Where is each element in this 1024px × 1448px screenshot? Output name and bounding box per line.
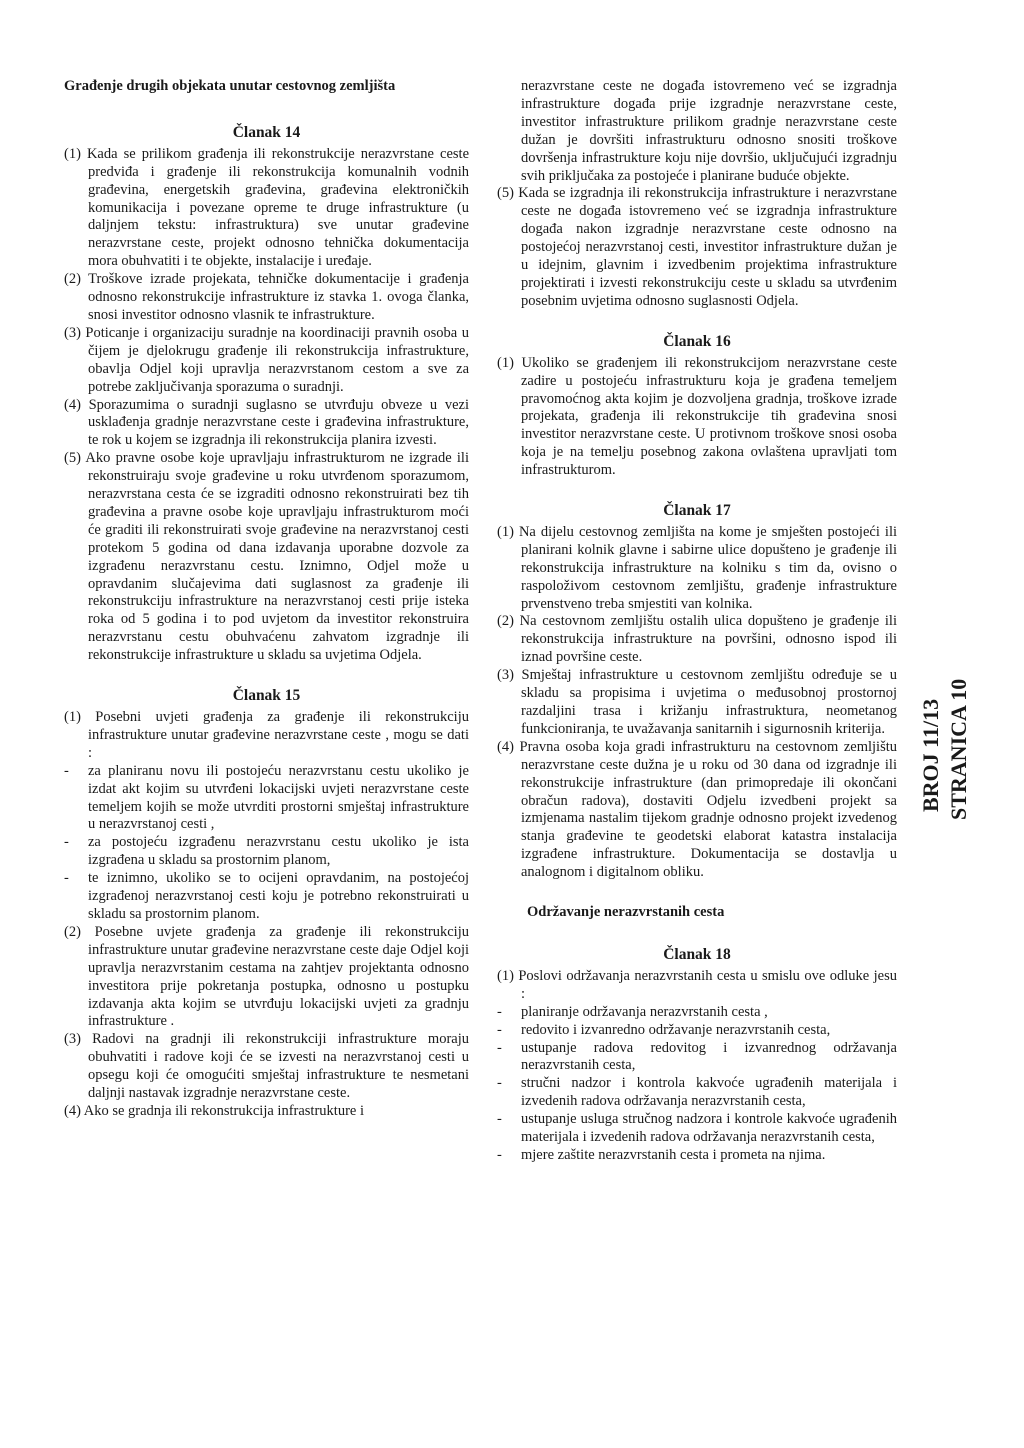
article-15-paragraph-2: (2) Posebne uvjete građenja za građenje ili rekonstrukciju infrastrukture unutar građevine nerazvrstane ceste daje Odjel koji upravlja nerazvrstanim cestama na zahtjev projektanta odnosno investitora prije pokretanja postupka, odnosno u postupku izdavanja akta kojim se utvrđuju lokacijski uvjeti za gradnju infrastrukture . [64,923,469,1030]
page-number: STRANICA 10 [946,678,971,820]
article-15-paragraph-1: (1) Posebni uvjeti građenja za građenje ili rekonstrukciju infrastrukture unutar građevine nerazvrstane ceste , mogu se dati : [64,709,469,761]
list-item [64,870,469,924]
bullet-dash: - [64,870,69,887]
list-item-text: za planiranu novu ili postojeću nerazvrstanu cestu ukoliko je izdat akt kojim su utvrđeni lokacijski uvjeti nerazvrstane ceste temeljem kojih se može utvrditi prostorni smještaj infrastrukture u nerazvrstanoj cesti , [88,762,469,833]
page-marker-svg [914,660,974,840]
article-14-paragraph-2: (2) Troškove izrade projekata, tehničke dokumentacije i građenja odnosno rekonstrukcije infrastrukture iz stavka 1. ovoga članka, snosi investitor odnosno vlasnik te infrastrukture. [64,271,469,323]
article-17-paragraph-1: (1) Na dijelu cestovnog zemljišta na kome je smješten postojeći ili planirani kolnik glavne i sabirne ulice dopušteno je građenje ili rekonstrukcija infrastrukture na kolniku s tim da, ovisno o raspoloživom cestovnom zemljištu, građenje infrastrukture prvenstveno treba smjestiti van kolnika. [497,523,897,612]
section-heading: Građenje drugih objekata unutar cestovnog zemljišta [64,78,396,94]
list-item-text: mjere zaštite nerazvrstanih cesta i prometa na njima. [521,1146,826,1163]
section-heading-maintenance: Održavanje nerazvrstanih cesta [527,904,725,921]
article-14-title: Članak 14 [232,123,301,141]
article-14-paragraph-1: (1) Kada se prilikom građenja ili rekonstrukcije nerazvrstane ceste predviđa i građenje ili rekonstrukcija komunalnih vodnih građevina, energetskih građevina, građevina elektroničkih komunikacija i povezane opreme te druge infrastrukture (u daljnjem tekstu: infrastruktura) sve unutar građevine nerazvrstane ceste, projekt odnosno tehnička dokumentacija mora obuhvatiti i te objekte, instalacije i uređaje. [64,145,469,270]
list-item-text: planiranje održavanja nerazvrstanih cesta , [521,1003,768,1020]
page-marker [914,660,974,840]
left-column [64,78,469,1121]
right-column [497,78,897,1165]
list-item [64,763,469,835]
list-item [497,1075,897,1111]
list-item [497,1111,897,1147]
article-15-continuation: nerazvrstane ceste ne događa istovremeno već se izgradnja infrastrukture događa prije izgradnje nerazvrstane ceste, investitor infrastrukture prilikom gradnje nerazvrstane ceste dužan je dovršiti infrastrukturu odnosno snositi troškove dovršenja infrastrukture koju nije dovršio, uključujući izgradnju svih priključaka za postojeće i planirane buduće objekte. [521,78,897,184]
bullet-dash: - [497,1111,502,1128]
bullet-dash: - [497,1146,502,1163]
article-17-title: Članak 17 [663,502,731,520]
bullet-dash: - [497,1075,502,1092]
bullet-dash: - [64,762,69,779]
bullet-dash: - [497,1039,502,1056]
list-item [497,1004,897,1022]
list-item [64,834,469,870]
list-item [497,1040,897,1076]
article-15-title: Članak 15 [232,687,301,705]
article-18-paragraph-1: (1) Poslovi održavanja nerazvrstanih cesta u smislu ove odluke jesu : [497,967,897,1002]
list-item-text: stručni nadzor i kontrola kakvoće ugrađenih materijala i izvedenih radova održavanja nerazvrstanih cesta, [521,1075,897,1110]
article-17-paragraph-3: (3) Smještaj infrastrukture u cestovnom zemljištu određuje se u skladu sa propisima i uvjetima o međusobnoj prostornoj razdaljini trasa i križanju infrastruktura, neometanog funkcioniranja, te uvažavanja sanitarnih i sigurnosnih kriterija. [497,667,897,737]
article-17-paragraph-4: (4) Pravna osoba koja gradi infrastrukturu na cestovnom zemljištu nerazvrstane ceste dužna je u roku od 30 dana od izgradnje ili rekonstrukcije infrastrukture (dan primopredaje ili okončani obračun radova), dostaviti Odjelu izvedbeni projekt sa izmjenama nastalim tijekom gradnje odnosno projekt izvedenog stanja građevine te geodetski elaborat katastra instalacija izgrađene infrastrukture. Dokumentacija se dostavlja u analognom i digitalnom obliku. [497,738,897,881]
issue-number: BROJ 11/13 [918,698,943,812]
list-item [497,1022,897,1040]
article-14-paragraph-3: (3) Poticanje i organizaciju suradnje na koordinaciji pravnih osoba u čijem je djelokrugu građenje ili rekonstrukcija infrastrukture, obavlja Odjel koji upravlja nerazvrstanom cestom a sve za potrebe zaključivanja sporazuma o suradnji. [64,324,469,395]
list-item [497,1147,897,1165]
article-15-paragraph-4: (4) Ako se gradnja ili rekonstrukcija infrastrukture i [64,1102,364,1119]
list-item-text: redovito i izvanredno održavanje nerazvrstanih cesta, [521,1021,831,1038]
list-item-text: ustupanje usluga stručnog nadzora i kontrole kakvoće ugrađenih materijala i izvedenih radova održavanja nerazvrstanih cesta, [521,1111,897,1146]
article-16-paragraph-1: (1) Ukoliko se građenjem ili rekonstrukcijom nerazvrstane ceste zadire u postojeću infrastrukturu koja je građena temeljem pravomoćnog akta kojim je dozvoljena gradnja, troškove izrade projekata, građenja ili rekonstrukcije tih građevina snosi investitor nerazvrstane ceste. U protivnom troškove snosi osoba koja je na temelju posebnog zakona ovlaštena upravljati tom infrastrukturom. [497,354,897,479]
article-18-title: Članak 18 [663,945,731,963]
article-17-paragraph-2: (2) Na cestovnom zemljištu ostalih ulica dopušteno je građenje ili rekonstrukcija infrastrukture na površini, odnosno ispod ili iznad površine ceste. [497,613,897,666]
list-item-text: za postojeću izgrađenu nerazvrstanu cestu ukoliko je ista izgrađena u skladu sa prostornim planom, [88,834,469,869]
article-14-paragraph-4: (4) Sporazumima o suradnji suglasno se utvrđuju obveze u vezi usklađenja gradnje nerazvrstane ceste i građevina infrastrukture, te rok u kojem se izgradnja ili rekonstrukcija planira izvesti. [64,396,469,449]
article-14-paragraph-5: (5) Ako pravne osobe koje upravljaju infrastrukturom ne izgrade ili rekonstruiraju svoje građevine u roku utvrđenom sporazumom, nerazvrstana cesta će se izgraditi odnosno rekonstruirati bez tih građevina a pravne osobe koje upravljaju infrastrukturom moći će graditi ili rekonstruirati svoje građevine na nerazvrstanoj cesti protekom 5 godina od dana izdavanja uporabne dozvole za izgrađenu nerazvrstanu cestu. Iznimno, Odjel može u opravdanim slučajevima dati suglasnost za građenje ili rekonstrukciju infrastrukture na nerazvrstanoj cesti prije isteka roka od 5 godina i to pod uvjetom da investitor rekonstruira nerazvrstanu cestu obuhvaćenu zahvatom izgradnje ili rekonstrukcije infrastrukture u skladu sa uvjetima Odjela. [64,450,469,664]
bullet-dash: - [497,1003,502,1020]
bullet-dash: - [64,834,69,851]
article-15-paragraph-3: (3) Radovi na gradnji ili rekonstrukciji infrastrukture moraju obuhvatiti i radove koji će se izvesti na nerazvrstanoj cesti u opsegu koji će omogućiti smještaj infrastrukture te nesmetani daljnji nastavak izgradnje nerazvrstane ceste. [64,1031,469,1102]
list-item-text: te iznimno, ukoliko se to ocijeni opravdanim, na postojećoj izgrađenoj nerazvrstanoj cesti koju je potrebno rekonstruirati u skladu sa prostornim planom. [88,870,469,922]
article-16-title: Članak 16 [663,332,731,350]
bullet-dash: - [497,1021,502,1038]
article-15-paragraph-5: (5) Kada se izgradnja ili rekonstrukcija infrastrukture i nerazvrstane ceste ne događa istovremeno već se izgradnja infrastrukture događa nakon izgradnje nerazvrstane ceste odnosno na postojećoj nerazvrstanoj cesti, investitor infrastrukture dužan je u idejnim, glavnim i izvedbenim projektima infrastrukture projektirati i izvesti rekonstrukciju ceste u skladu sa utvrđenim posebnim uvjetima odnosno suglasnosti Odjela. [497,185,897,309]
list-item-text: ustupanje radova redovitog i izvanrednog održavanja nerazvrstanih cesta, [521,1039,897,1074]
